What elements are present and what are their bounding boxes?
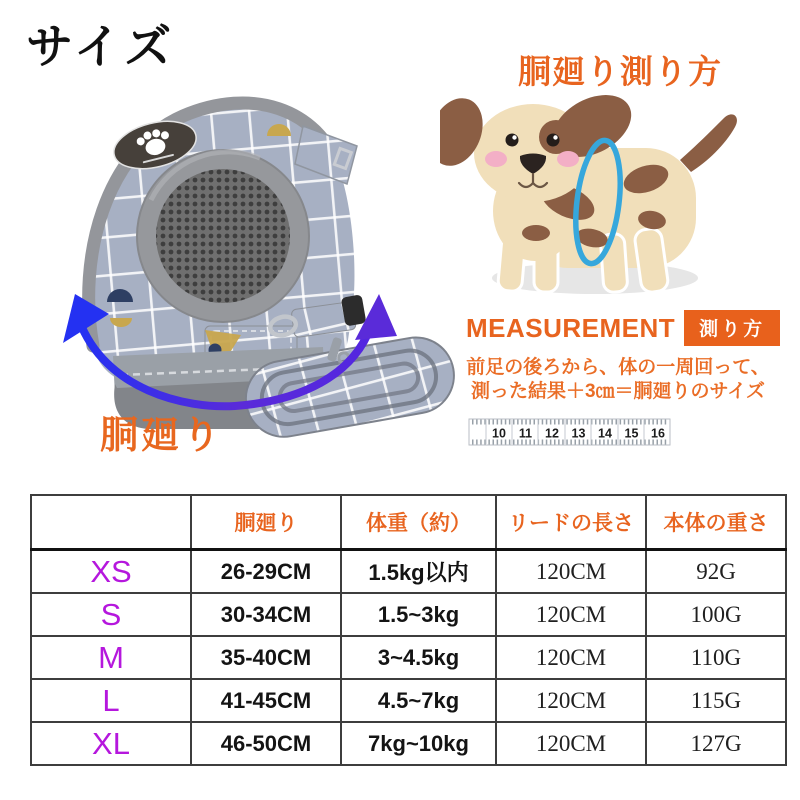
harness-photo — [55, 88, 465, 443]
girth-label: 胴廻り — [100, 415, 224, 457]
cheek-left — [485, 151, 507, 167]
lead-cell: 120CM — [496, 722, 646, 765]
measure-instructions — [440, 356, 796, 404]
table-row — [31, 679, 786, 722]
size-cell: L — [31, 679, 191, 722]
header-weight: 体重（約） — [341, 495, 496, 550]
instruction-line-2: 測った結果＋3㎝＝胴廻りのサイズ — [470, 381, 766, 402]
svg-text:16: 16 — [651, 426, 665, 441]
size-cell: XS — [31, 550, 191, 594]
table-header-row — [31, 495, 786, 550]
header-girth: 胴廻り — [191, 495, 341, 550]
measure-section-title: 胴廻り測り方 — [518, 53, 722, 90]
table-row — [31, 722, 786, 765]
lead-cell: 120CM — [496, 679, 646, 722]
weight-cell: 4.5~7kg — [341, 679, 496, 722]
girth-cell: 41-45CM — [191, 679, 341, 722]
weight-cell: 3~4.5kg — [341, 636, 496, 679]
item-weight-cell: 100G — [646, 593, 786, 636]
lead-cell: 120CM — [496, 593, 646, 636]
girth-cell: 30-34CM — [191, 593, 341, 636]
lead-cell: 120CM — [496, 636, 646, 679]
ruler — [468, 416, 673, 448]
girth-cell: 35-40CM — [191, 636, 341, 679]
cheek-right — [557, 151, 579, 167]
header-size — [31, 495, 191, 550]
weight-cell: 1.5kg以内 — [341, 550, 496, 594]
dog-illustration — [440, 86, 760, 304]
girth-cell: 46-50CM — [191, 722, 341, 765]
item-weight-cell: 110G — [646, 636, 786, 679]
harness-opening — [137, 150, 309, 322]
lead-cell: 120CM — [496, 550, 646, 594]
size-cell: M — [31, 636, 191, 679]
svg-text:14: 14 — [598, 426, 612, 441]
table-row — [31, 636, 786, 679]
girth-cell: 26-29CM — [191, 550, 341, 594]
measurement-label: MEASUREMENT — [466, 312, 676, 343]
table-row — [31, 593, 786, 636]
size-cell: XL — [31, 722, 191, 765]
weight-cell: 1.5~3kg — [341, 593, 496, 636]
svg-text:15: 15 — [624, 426, 639, 441]
item-weight-cell: 127G — [646, 722, 786, 765]
svg-text:10: 10 — [492, 426, 506, 441]
measurement-row — [466, 310, 780, 346]
svg-text:11: 11 — [518, 426, 533, 441]
item-weight-cell: 92G — [646, 550, 786, 594]
item-weight-cell: 115G — [646, 679, 786, 722]
page-title: サイズ — [26, 20, 176, 73]
instruction-line-1: 前足の後ろから、体の一周回って、 — [466, 357, 770, 378]
svg-text:12: 12 — [545, 426, 559, 441]
size-table — [30, 494, 787, 766]
table-row — [31, 550, 786, 594]
dog-tail — [680, 114, 737, 172]
header-lead-length: リードの長さ — [496, 495, 646, 550]
size-cell: S — [31, 593, 191, 636]
header-item-weight: 本体の重さ — [646, 495, 786, 550]
svg-text:13: 13 — [571, 426, 586, 441]
weight-cell: 7kg~10kg — [341, 722, 496, 765]
measure-badge: 測り方 — [684, 310, 780, 346]
